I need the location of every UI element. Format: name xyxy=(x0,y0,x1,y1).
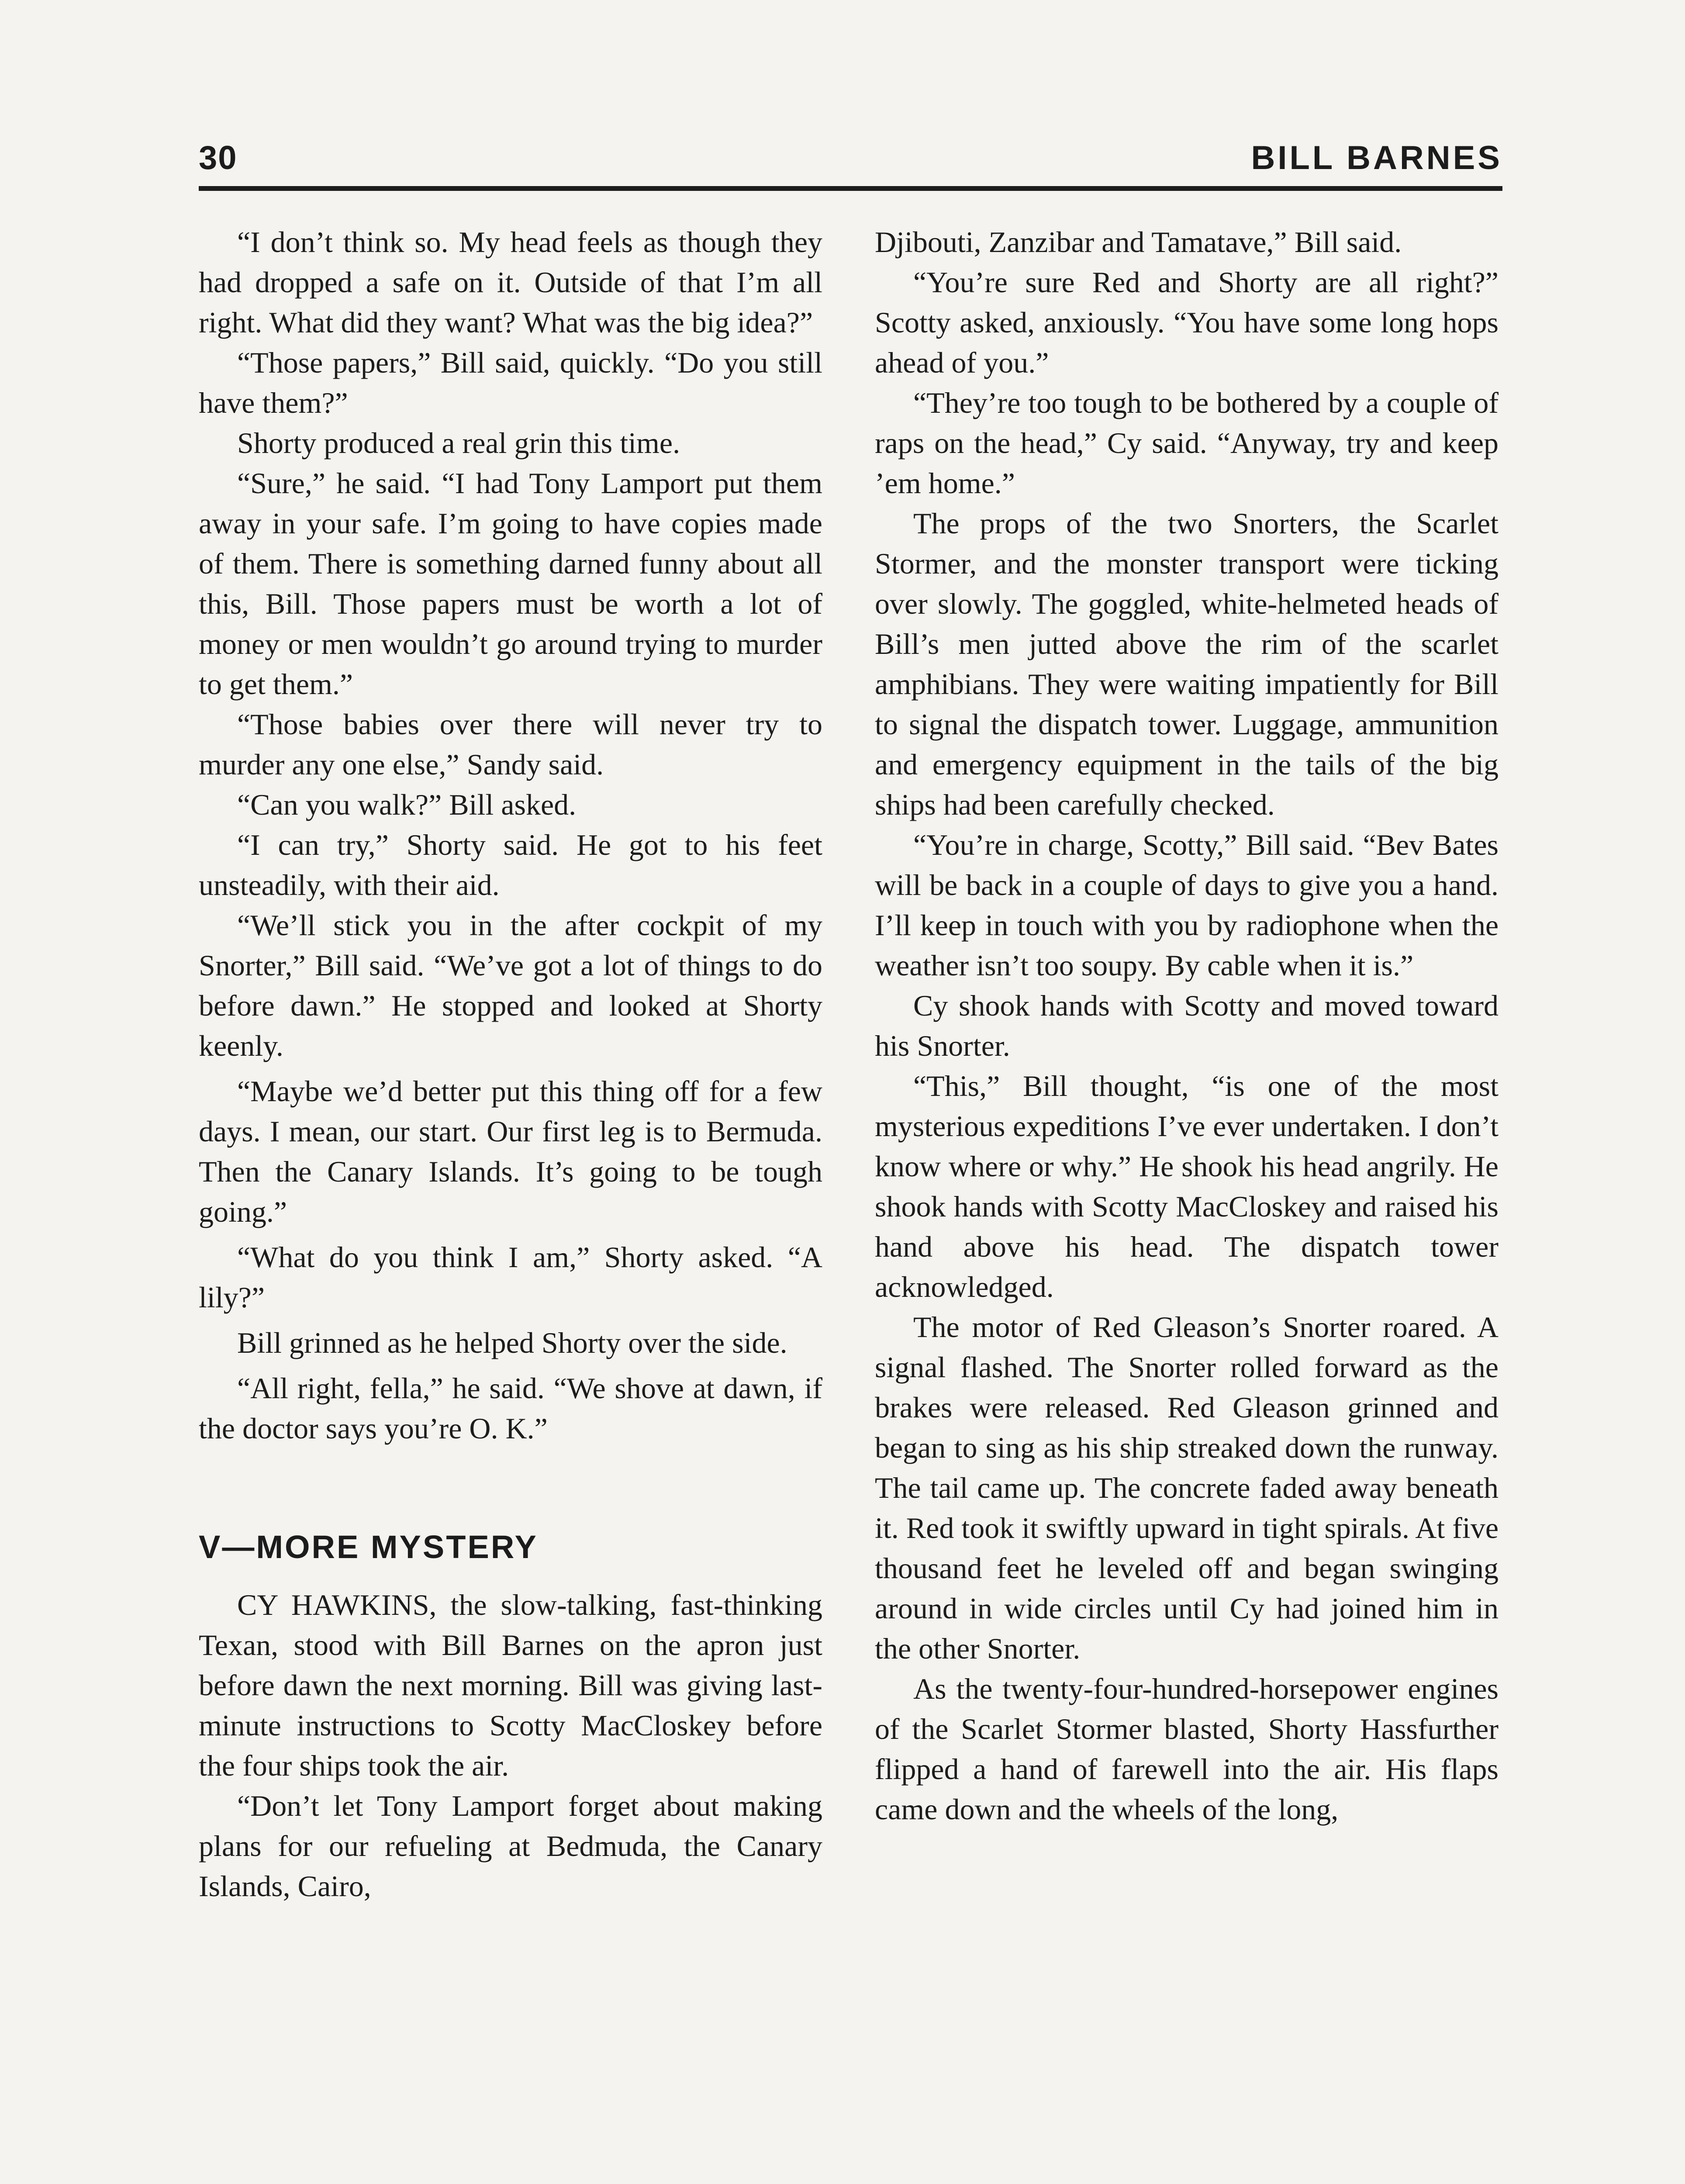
paragraph: The props of the two Snorters, the Scarlet Stormer, and the monster transport were ticking over slowly. The goggled, white-helmeted heads of Bill’s men jutted above the rim of the scarlet amphibians. They were waiting impatiently for Bill to signal the dispatch tower. Luggage, ammunition and emergency equipment in the tails of the big ships had been carefully checked. xyxy=(875,507,1499,821)
paragraph: “You’re in charge, Scotty,” Bill said. “Bev Bates will be back in a couple of days to give you a hand. I’ll keep in touch with you by radiophone when the weather isn’t too soupy. By cable when it is.” xyxy=(875,828,1499,982)
running-head: BILL BARNES xyxy=(1251,139,1502,176)
left-column xyxy=(199,222,822,1906)
page-header xyxy=(199,139,1502,187)
paragraph: “This,” Bill thought, “is one of the most mysterious expeditions I’ve ever undertaken. I don’t know where or why.” He shook his head angrily. He shook hands with Scotty MacCloskey and raised his hand above his head. The dispatch tower acknowledged. xyxy=(875,1069,1499,1303)
paragraph: Bill grinned as he helped Shorty over the side. xyxy=(237,1326,787,1359)
paragraph: “All right, fella,” he said. “We shove at dawn, if the doctor says you’re O. K.” xyxy=(199,1372,822,1445)
paragraph: As the twenty-four-hundred-horsepower engines of the Scarlet Stormer blasted, Shorty Hassfurther flipped a hand of farewell into the air. His flaps came down and the wheels of the long, xyxy=(875,1672,1499,1826)
chapter-heading: V—MORE MYSTERY xyxy=(199,1529,538,1565)
header-rule xyxy=(199,186,1502,191)
paragraph: “Those babies over there will never try to murder any one else,” Sandy said. xyxy=(199,708,822,781)
paragraph: Cy shook hands with Scotty and moved toward his Snorter. xyxy=(875,989,1499,1062)
paragraph: “They’re too tough to be bothered by a couple of raps on the head,” Cy said. “Anyway, try and keep ’em home.” xyxy=(875,386,1499,500)
paragraph: “You’re sure Red and Shorty are all right?” Scotty asked, anxiously. “You have some long hops ahead of you.” xyxy=(875,266,1499,379)
paragraph: “Those papers,” Bill said, quickly. “Do you still have them?” xyxy=(199,346,822,419)
page-number: 30 xyxy=(199,139,238,176)
paragraph: Shorty produced a real grin this time. xyxy=(237,426,680,460)
paragraph: The motor of Red Gleason’s Snorter roared. A signal flashed. The Snorter rolled forward as the brakes were released. Red Gleason grinned and began to sing as his ship streaked down the runway. The tail came up. The concrete faded away beneath it. Red took it swiftly upward in tight spirals. At five thousand feet he leveled off and began swinging around in wide circles until Cy had joined him in the other Snorter. xyxy=(875,1310,1499,1665)
paragraph-continuation: Djibouti, Zanzibar and Tamatave,” Bill said. xyxy=(875,225,1402,259)
paragraph: “I don’t think so. My head feels as though they had dropped a safe on it. Outside of that I’m all right. What did they want? What was the big idea?” xyxy=(199,225,822,339)
right-column xyxy=(875,222,1499,1829)
paragraph: CY HAWKINS, the slow-talking, fast-thinking Texan, stood with Bill Barnes on the apron just before dawn the next morning. Bill was giving last-minute instructions to Scotty MacCloskey before the four ships took the air. xyxy=(199,1588,822,1782)
paragraph: “Maybe we’d better put this thing off for a few days. I mean, our start. Our first leg is to Bermuda. Then the Canary Islands. It’s going to be tough going.” xyxy=(199,1075,822,1228)
paragraph: “Don’t let Tony Lamport forget about making plans for our refueling at Bedmuda, the Canary Islands, Cairo, xyxy=(199,1789,822,1903)
paragraph: “Sure,” he said. “I had Tony Lamport put them away in your safe. I’m going to have copies made of them. There is something darned funny about all this, Bill. Those papers must be worth a lot of money or men wouldn’t go around trying to murder to get them.” xyxy=(199,467,822,701)
paragraph: “We’ll stick you in the after cockpit of my Snorter,” Bill said. “We’ve got a lot of things to do before dawn.” He stopped and looked at Shorty keenly. xyxy=(199,909,822,1062)
paragraph: “I can try,” Shorty said. He got to his feet unsteadily, with their aid. xyxy=(199,828,822,902)
paragraph: “Can you walk?” Bill asked. xyxy=(237,788,577,821)
paragraph: “What do you think I am,” Shorty asked. “A lily?” xyxy=(199,1241,822,1314)
